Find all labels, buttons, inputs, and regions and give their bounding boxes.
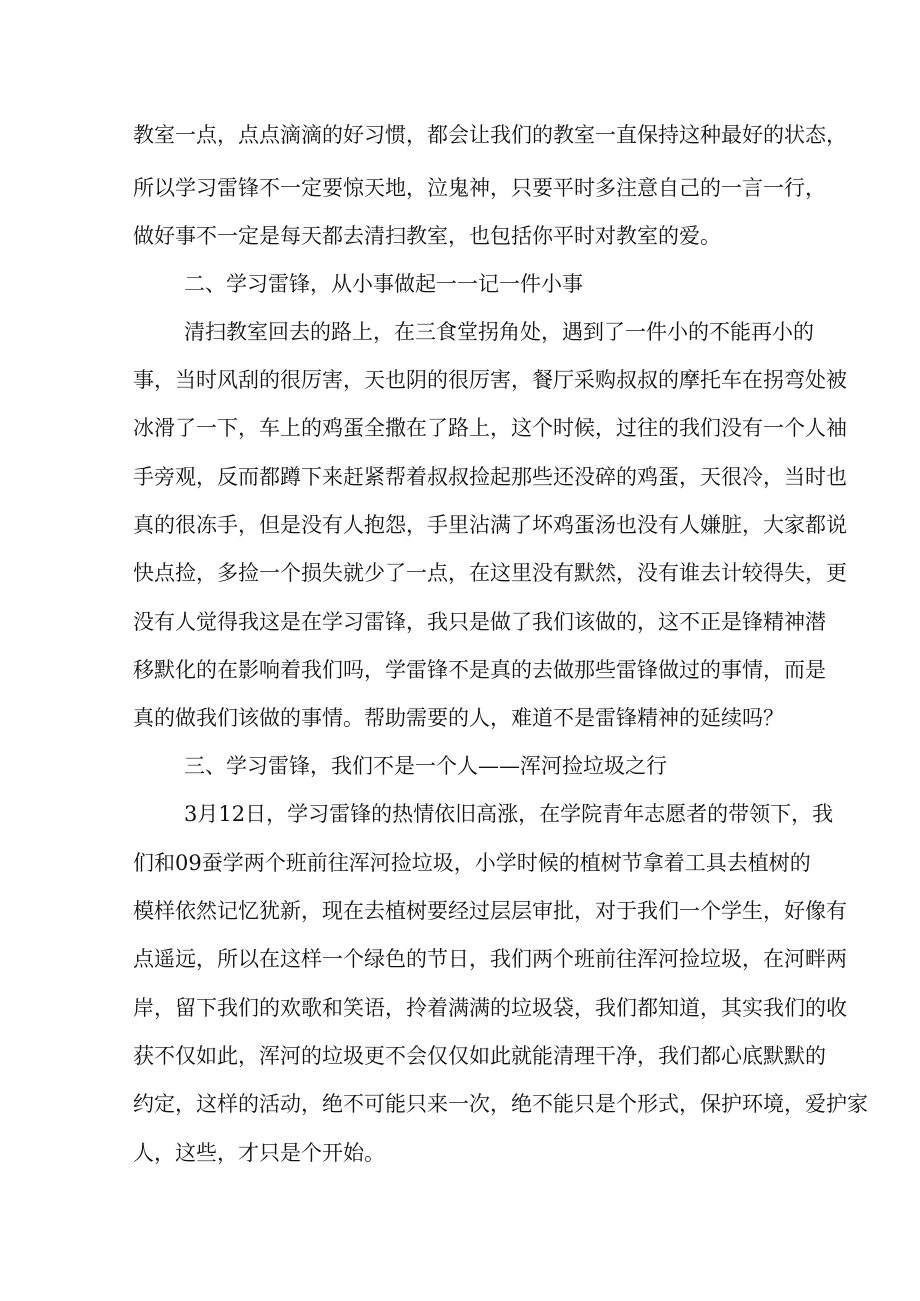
paragraph-line: 事，当时风刮的很厉害，天也阴的很厉害，餐厅采购叔叔的摩托车在拐弯处被 bbox=[133, 368, 847, 392]
section-heading: 三、学习雷锋，我们不是一个人——浑河捡垃圾之行 bbox=[184, 754, 667, 778]
paragraph-line: 教室一点，点点滴滴的好习惯，都会让我们的教室一直保持这种最好的状态， bbox=[133, 123, 847, 147]
paragraph-line: 获不仅如此，浑河的垃圾更不会仅仅如此就能清理干净，我们都心底默默的 bbox=[133, 1044, 826, 1068]
paragraph-line: 快点捡，多捡一个损失就少了一点，在这里没有默然，没有谁去计较得失，更 bbox=[133, 561, 847, 585]
paragraph-line: 真的做我们该做的事情。帮助需要的人，难道不是雷锋精神的延续吗？ bbox=[133, 706, 784, 730]
paragraph-line: 们和09蚕学两个班前往浑河捡垃圾，小学时候的植树节拿着工具去植树的 bbox=[133, 851, 811, 875]
section-heading: 二、学习雷锋，从小事做起一一记一件小事 bbox=[184, 272, 583, 296]
paragraph-line: 真的很冻手，但是没有人抱怨，手里沾满了坏鸡蛋汤也没有人嫌脏，大家都说 bbox=[133, 513, 847, 537]
paragraph-line: 所以学习雷锋不一定要惊天地，泣鬼神，只要平时多注意自己的一言一行， bbox=[133, 176, 826, 200]
paragraph-line: 点遥远，所以在这样一个绿色的节日，我们两个班前往浑河捡垃圾，在河畔两 bbox=[133, 947, 847, 971]
paragraph-line: 手旁观，反而都蹲下来赶紧帮着叔叔捡起那些还没碎的鸡蛋，天很冷，当时也 bbox=[133, 465, 847, 489]
paragraph-line: 冰滑了一下，车上的鸡蛋全撒在了路上，这个时候，过往的我们没有一个人袖 bbox=[133, 416, 847, 440]
paragraph-line: 岸，留下我们的欢歌和笑语，拎着满满的垃圾袋，我们都知道，其实我们的收 bbox=[133, 996, 847, 1020]
paragraph-line: 没有人觉得我这是在学习雷锋，我只是做了我们该做的，这不正是锋精神潜 bbox=[133, 610, 826, 634]
paragraph-line: 3月12日，学习雷锋的热情依旧高涨，在学院青年志愿者的带领下，我 bbox=[184, 802, 834, 826]
paragraph-line: 约定，这样的活动，绝不可能只来一次，绝不能只是个形式，保护环境，爱护家 bbox=[133, 1092, 868, 1116]
paragraph-line: 清扫教室回去的路上，在三食堂拐角处，遇到了一件小的不能再小的 bbox=[184, 320, 814, 344]
paragraph-line: 模样依然记忆犹新，现在去植树要经过层层审批，对于我们一个学生，好像有 bbox=[133, 899, 847, 923]
paragraph-line: 移默化的在影响着我们吗，学雷锋不是真的去做那些雷锋做过的事情，而是 bbox=[133, 658, 826, 682]
paragraph-line: 人，这些，才只是个开始。 bbox=[133, 1141, 385, 1165]
paragraph-line: 做好事不一定是每天都去清扫教室，也包括你平时对教室的爱。 bbox=[133, 224, 721, 248]
